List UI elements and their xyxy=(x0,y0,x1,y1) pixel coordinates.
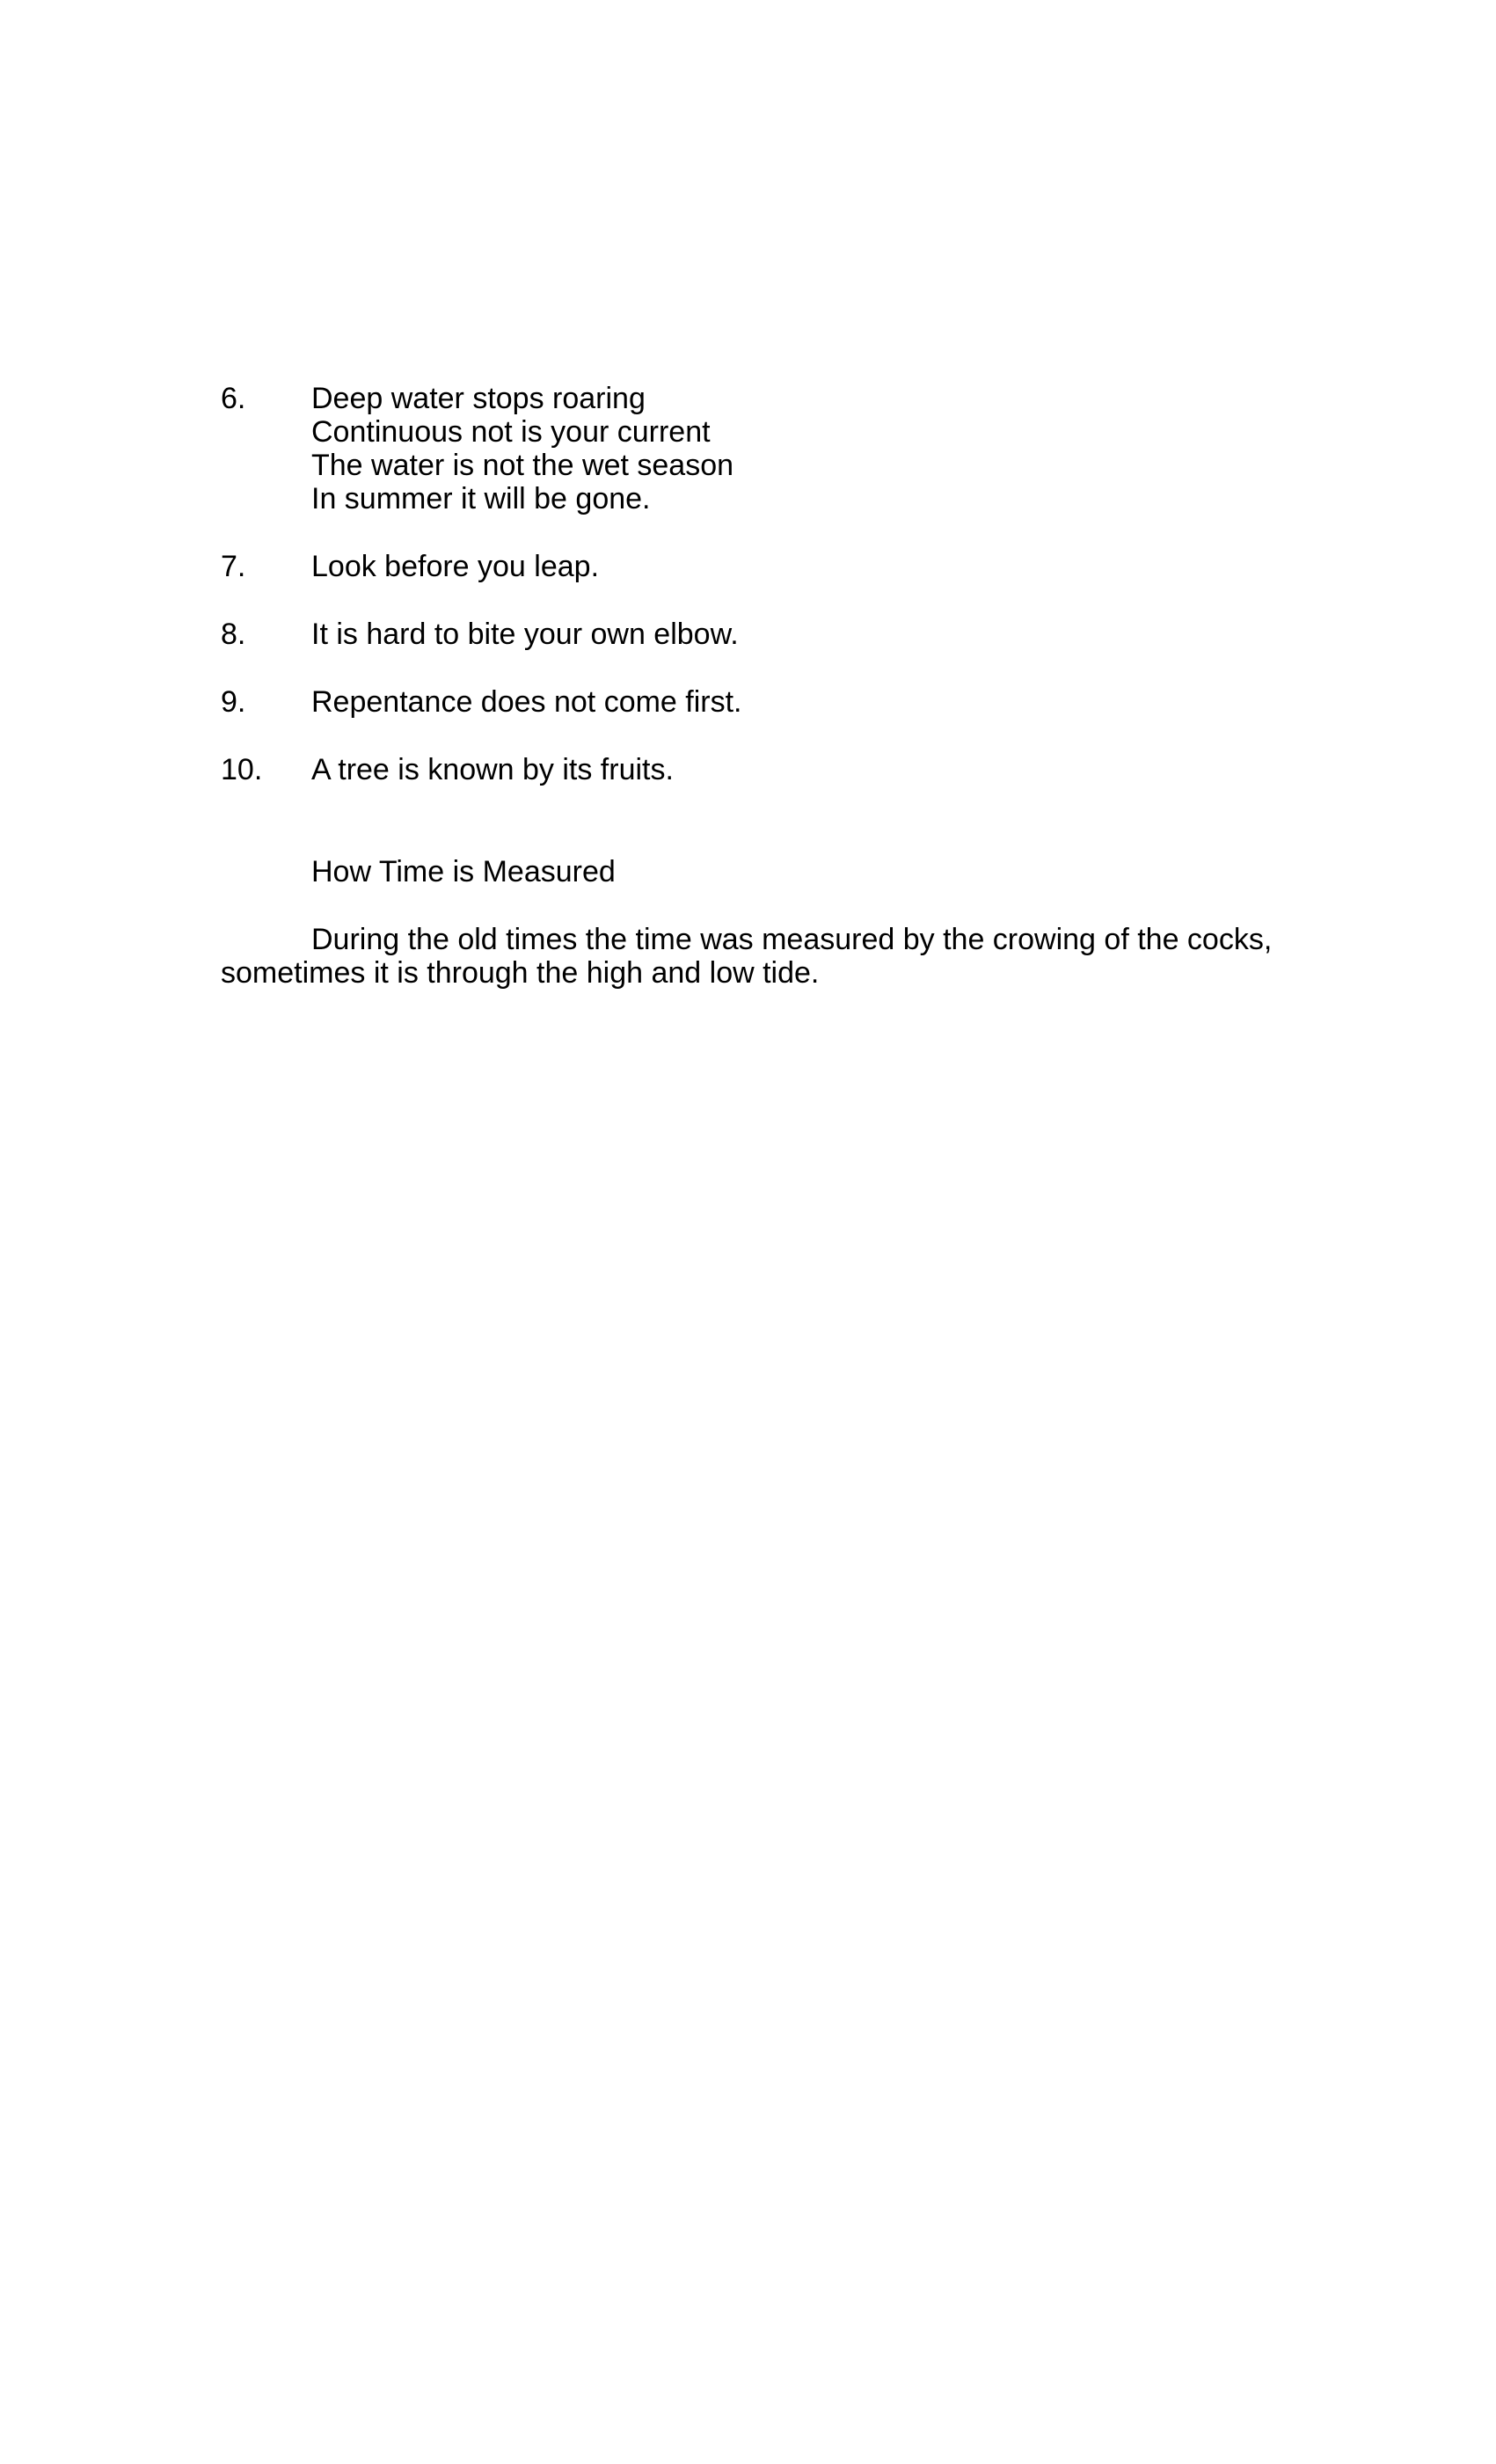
proverb-text xyxy=(311,753,1276,786)
body-paragraph: During the old times the time was measured by the crowing of the cocks, sometimes it is through the high and low tide. xyxy=(221,923,1273,990)
proverb-line: It is hard to bite your own elbow. xyxy=(311,618,739,651)
proverb-item xyxy=(221,685,1276,719)
proverb-item xyxy=(221,753,1276,786)
page-content xyxy=(221,382,1276,990)
proverb-text xyxy=(311,685,1276,719)
section-title: How Time is Measured xyxy=(311,855,616,888)
proverb-line: Repentance does not come first. xyxy=(311,685,742,719)
proverb-number: 9. xyxy=(221,685,246,719)
proverb-line: Deep water stops roaring xyxy=(311,382,646,415)
proverb-number: 10. xyxy=(221,753,263,786)
proverb-number: 8. xyxy=(221,618,246,651)
proverb-number: 7. xyxy=(221,550,246,583)
proverb-text xyxy=(311,618,1276,651)
proverb-line: In summer it will be gone. xyxy=(311,482,651,515)
proverb-line: A tree is known by its fruits. xyxy=(311,753,674,786)
proverb-line: Continuous not is your current xyxy=(311,415,711,449)
proverb-item xyxy=(221,550,1276,583)
proverb-item xyxy=(221,618,1276,651)
proverb-text xyxy=(311,550,1276,583)
proverb-text xyxy=(311,382,1276,515)
proverb-item xyxy=(221,382,1276,515)
proverb-line: Look before you leap. xyxy=(311,550,600,583)
proverb-number: 6. xyxy=(221,382,246,415)
proverb-line: The water is not the wet season xyxy=(311,449,734,482)
